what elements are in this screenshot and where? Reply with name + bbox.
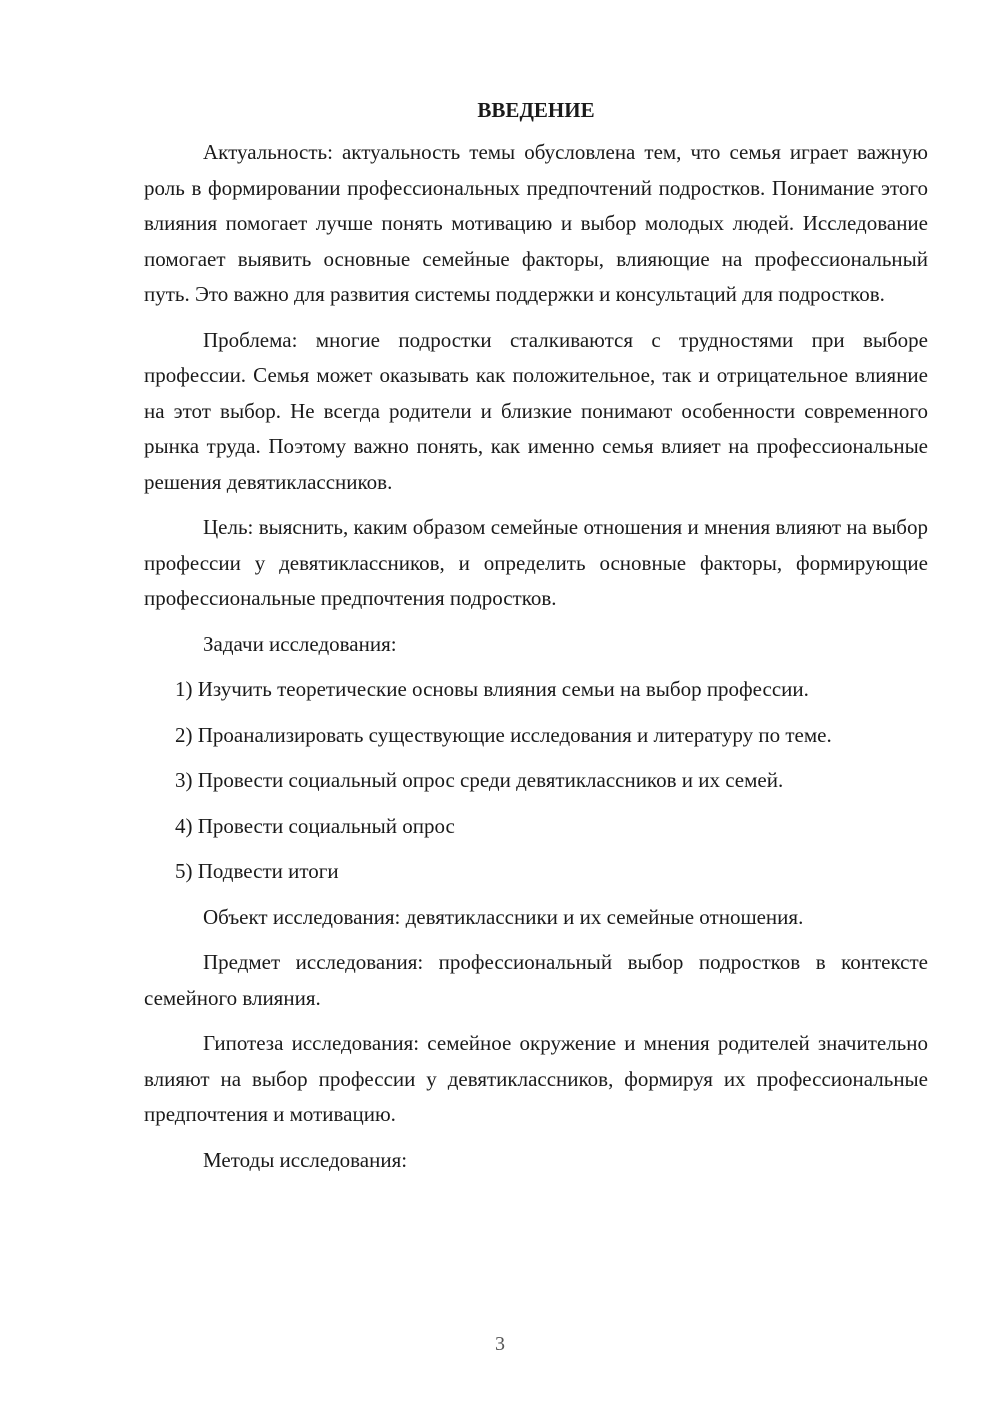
paragraph-problem: Проблема: многие подростки сталкиваются с трудностями при выборе профессии. Семья может оказывать как положительное, так и отрицательное влияние на этот выбор. Не всегда родители и близкие понимают особенности современного рынка труда. Поэтому важно понять, как именно семья влияет на профессиональные решения девятиклассников. bbox=[144, 327, 928, 494]
list-item: 1) Изучить теоретические основы влияния семьи на выбор профессии. bbox=[175, 677, 809, 701]
page-number: 3 bbox=[495, 1333, 505, 1355]
list-item: 5) Подвести итоги bbox=[175, 859, 339, 883]
paragraph-subject: Предмет исследования: профессиональный выбор подростков в контексте семейного влияния. bbox=[144, 950, 928, 1010]
page-title: ВВЕДЕНИЕ bbox=[477, 98, 595, 122]
paragraph-tasks-heading: Задачи исследования: bbox=[203, 631, 397, 656]
paragraph-hypothesis: Гипотеза исследования: семейное окружение и мнения родителей значительно влияют на выбор профессии у девятиклассников, формируя их профессиональные предпочтения и мотивацию. bbox=[144, 1031, 928, 1126]
list-item: 4) Провести социальный опрос bbox=[175, 813, 455, 838]
paragraph-object: Объект исследования: девятиклассники и их семейные отношения. bbox=[203, 904, 804, 929]
document-page bbox=[144, 95, 928, 1188]
list-item: 2) Проанализировать существующие исследования и литературу по теме. bbox=[175, 722, 832, 747]
paragraph-relevance: Актуальность: актуальность темы обусловлена тем, что семья играет важную роль в формировании профессиональных предпочтений подростков. Понимание этого влияния помогает лучше понять мотивацию и выбор молодых людей. Исследование помогает выявить основные семейные факторы, влияющие на профессиональный путь. Это важно для развития системы поддержки и консультаций для подростков. bbox=[144, 140, 928, 306]
tasks-list bbox=[144, 672, 928, 890]
paragraph-methods-heading: Методы исследования: bbox=[203, 1147, 408, 1172]
paragraph-goal: Цель: выяснить, каким образом семейные отношения и мнения влияют на выбор профессии у девятиклассников, и определить основные факторы, формирующие профессиональные предпочтения подростков. bbox=[144, 515, 928, 610]
list-item: 3) Провести социальный опрос среди девятиклассников и их семей. bbox=[175, 768, 784, 792]
